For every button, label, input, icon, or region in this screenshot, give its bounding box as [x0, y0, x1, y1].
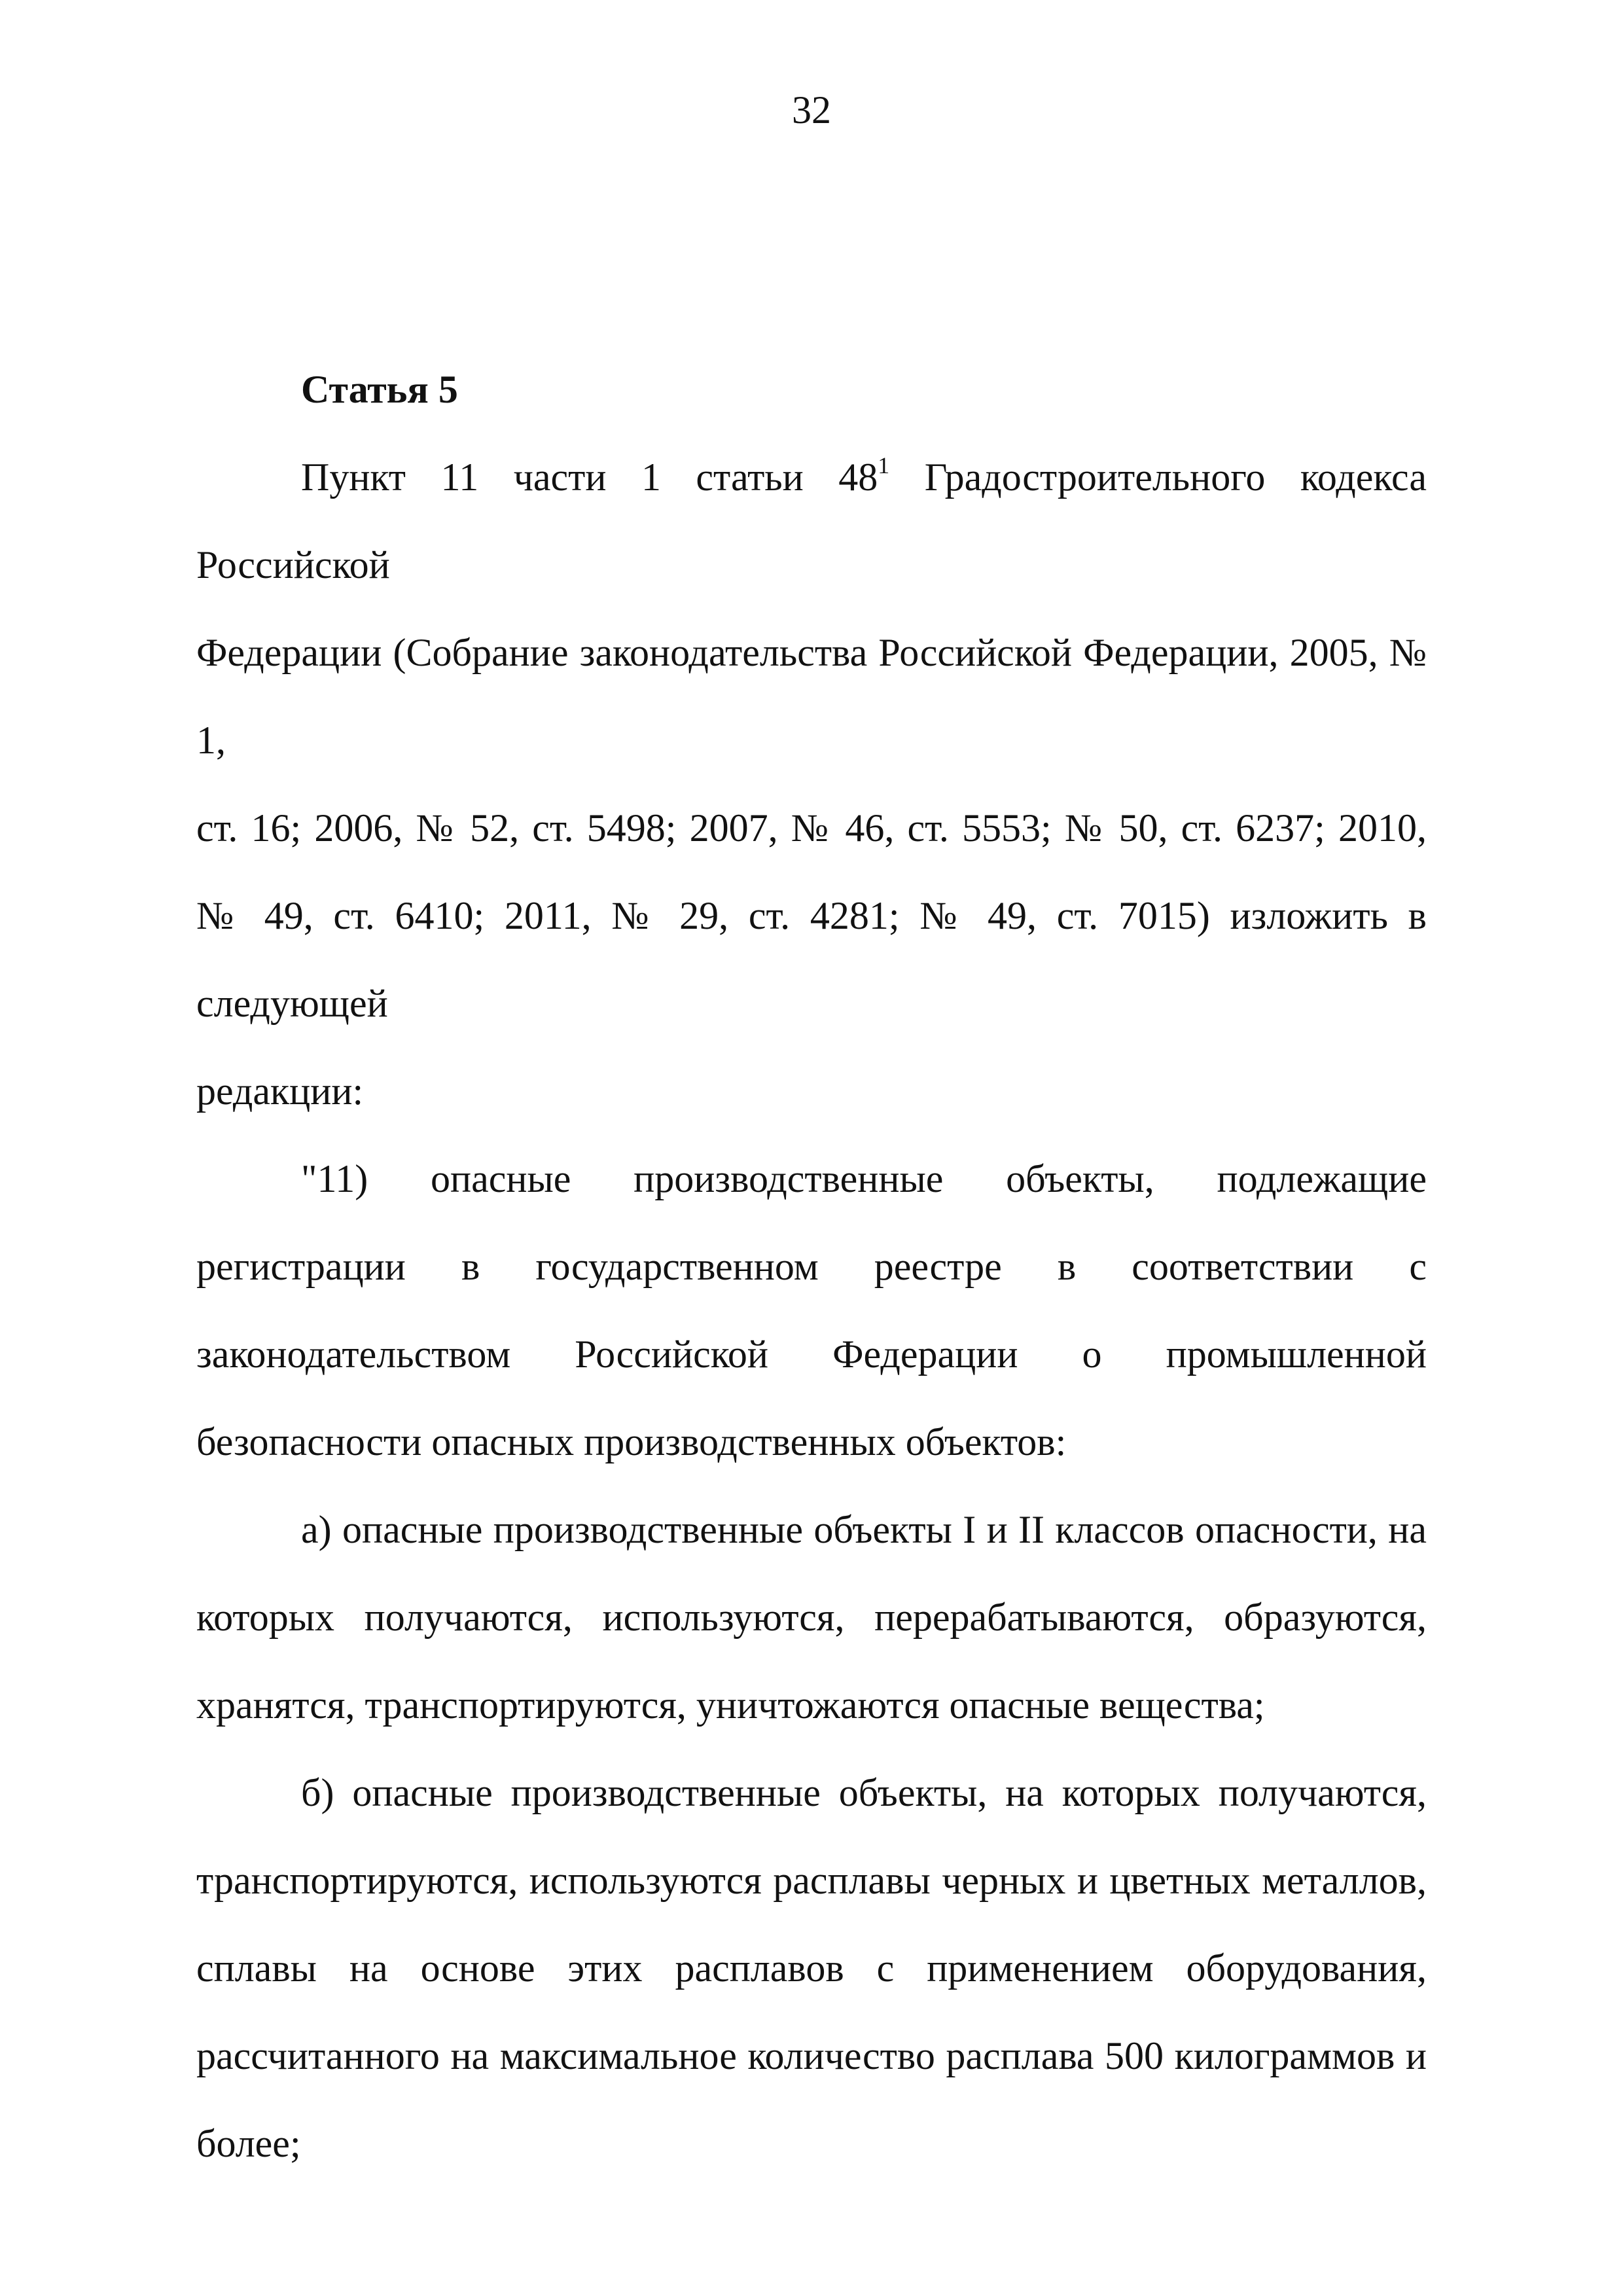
item-11-paragraph: "11) опасные производственные объекты, подлежащие регистрации в государственном реестре в соответствии с законодательством Российской Федерации о промышленной безопасности опасных производственных объектов:	[196, 1157, 1427, 1463]
article-heading: Статья 5	[301, 368, 458, 411]
item-a-paragraph: а) опасные производственные объекты I и II классов опасности, на которых получаются, используются, перерабатываются, образуются, хранятся, транспортируются, уничтожаются опасные вещества;	[196, 1508, 1427, 1727]
intro-paragraph-line-5: редакции:	[196, 1069, 364, 1113]
intro-paragraph-line-4: № 49, ст. 6410; 2011, № 29, ст. 4281; № 49, ст. 7015) изложить в следующей	[196, 894, 1427, 1025]
item-b-paragraph: б) опасные производственные объекты, на которых получаются, транспортируются, используются расплавы черных и цветных металлов, сплавы на основе этих расплавов с применением оборудования, рассчитанного на максимальное количество расплава 500 килограммов и более;	[196, 1771, 1427, 2165]
document-body	[196, 346, 1427, 2187]
intro-paragraph-line-3: ст. 16; 2006, № 52, ст. 5498; 2007, № 46, ст. 5553; № 50, ст. 6237; 2010,	[196, 806, 1427, 850]
intro-paragraph-line-2: Федерации (Собрание законодательства Российской Федерации, 2005, № 1,	[196, 631, 1427, 762]
page-number: 32	[792, 88, 831, 132]
intro-text-part-2: Градостроительного кодекса Российской	[196, 456, 1427, 586]
intro-text-part-1: Пункт 11 части 1 статьи 48	[301, 456, 878, 499]
intro-paragraph-line-1	[196, 433, 1427, 609]
intro-superscript: 1	[878, 452, 890, 478]
